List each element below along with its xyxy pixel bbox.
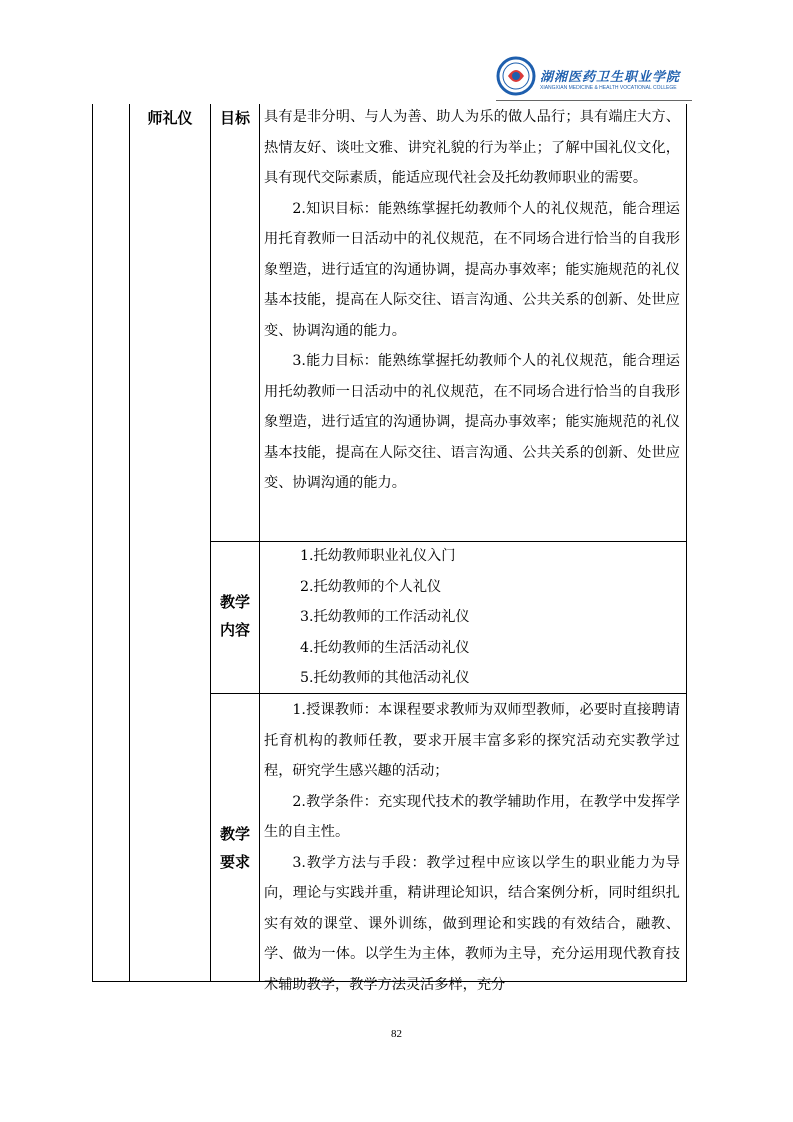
content-list-item: 4.托幼教师的生活活动礼仪: [300, 639, 470, 656]
content-label: [211, 588, 259, 644]
college-english-name: XIANGXIAN MEDICINE & HEALTH VOCATIONAL COLLEGE: [540, 85, 677, 91]
college-name: 湖湘医药卫生职业学院: [540, 70, 681, 85]
table-border-left: [92, 104, 93, 982]
content-list-item: 2.托幼教师的个人礼仪: [300, 578, 442, 595]
content-list-item: 1.托幼教师职业礼仪入门: [300, 548, 456, 564]
requirements-label-line: 教学: [219, 825, 250, 843]
goal-paragraph: 3.能力目标：能熟练掌握托幼教师个人的礼仪规范，能合理运用托幼教师一日活动中的礼仪规范，在不同场合进行恰当的自我形象塑造，进行适宜的沟通协调，提高办事效率；能实施规范的礼仪基本技能，提高在人际交往、语言沟通、公共关系的创新、处世应变、协调沟通的能力。: [264, 353, 680, 491]
table-divider-1: [129, 104, 130, 982]
requirements-content: [264, 695, 680, 1000]
requirements-paragraph: 1.授课教师：本课程要求教师为双师型教师，必要时直接聘请托育机构的教师任教，要求开展丰富多彩的探究活动充实教学过程，研究学生感兴趣的活动；: [264, 702, 680, 779]
requirements-paragraph: 2.教学条件：充实现代技术的教学辅助作用，在教学中发挥学生的自主性。: [264, 793, 680, 840]
table-divider-3: [259, 104, 260, 982]
requirements-label-line: 要求: [219, 853, 250, 871]
content-list-item: 3.托幼教师的工作活动礼仪: [300, 609, 470, 625]
requirements-label: [211, 820, 259, 876]
content-list: [300, 541, 680, 694]
content-list-item: 5.托幼教师的其他活动礼仪: [300, 670, 470, 686]
college-logo: [494, 52, 690, 102]
course-name: 师礼仪: [147, 109, 193, 127]
requirements-paragraph: 3.教学方法与手段：教学过程中应该以学生的职业能力为导向，理论与实践并重，精讲理论知识，结合案例分析，同时组织扎实有效的课堂、课外训练，做到理论和实践的有效结合，融教、学、做为一体。以学生为主体，教师为主导，充分运用现代教育技术辅助教学，教学方法灵活多样，充分: [264, 854, 680, 993]
course-table: [92, 104, 687, 993]
content-label-line: 内容: [219, 621, 250, 639]
goal-label: 目标: [219, 109, 250, 127]
page-number: 82: [391, 1028, 402, 1040]
goal-paragraph: 2.知识目标：能熟练掌握托幼教师个人的礼仪规范，能合理运用托育教师一日活动中的礼仪规范，在不同场合进行恰当的自我形象塑造，进行适宜的沟通协调，提高办事效率；能实施规范的礼仪基本技能，提高在人际交往、语言沟通、公共关系的创新、处世应变、协调沟通的能力。: [264, 200, 680, 339]
content-label-line: 教学: [219, 593, 250, 611]
goal-content: [264, 102, 680, 499]
college-emblem-icon: [496, 56, 536, 96]
goal-paragraph: 具有是非分明、与人为善、助人为乐的做人品行；具有端庄大方、热情友好、谈吐文雅、讲究礼貌的行为举止；了解中国礼仪文化，具有现代交际素质，能适应现代社会及托幼教师职业的需要。: [264, 109, 680, 186]
header-rule: [496, 100, 692, 101]
table-border-right: [686, 104, 687, 982]
